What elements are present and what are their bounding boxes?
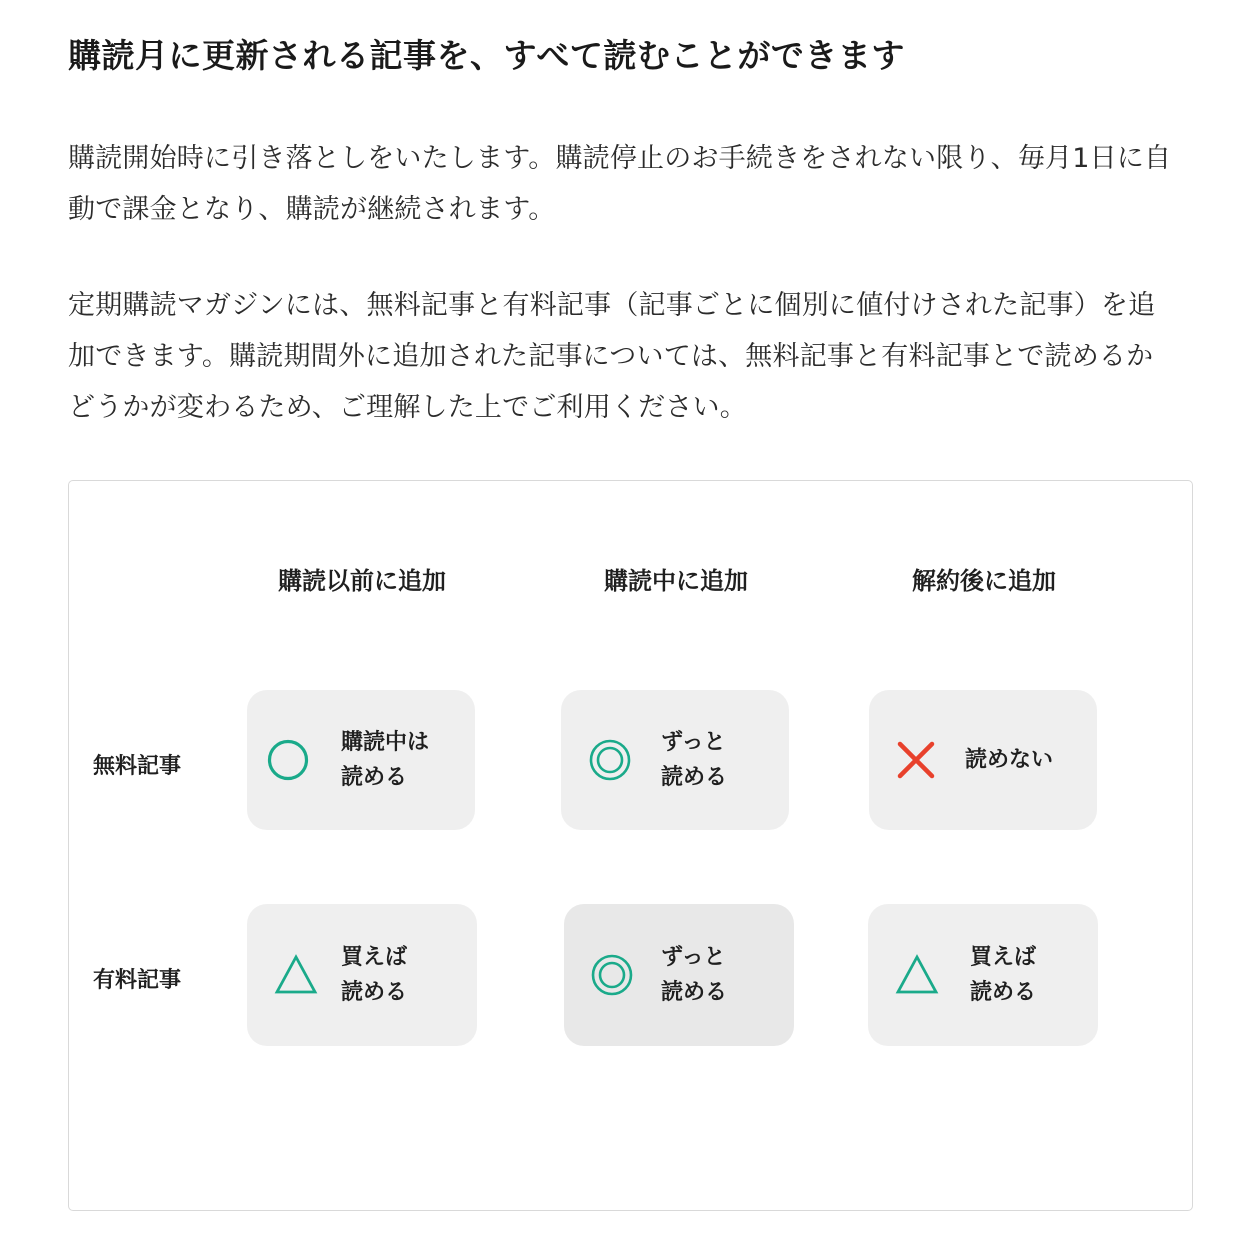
cross-icon	[893, 737, 939, 783]
row-header-paid: 有料記事	[93, 968, 182, 993]
paragraph-line: どうかが変わるため、ご理解した上でご利用ください。	[68, 392, 747, 423]
cell-paid-before	[247, 904, 477, 1046]
circle-icon	[265, 737, 311, 783]
article-types-paragraph	[68, 280, 1198, 433]
column-header-during: 購読中に追加	[604, 567, 748, 595]
cell-label: 購読中は 読める	[341, 730, 430, 790]
readability-table	[68, 480, 1193, 1211]
cell-free-before	[247, 690, 475, 830]
triangle-icon	[273, 952, 319, 998]
cell-paid-after	[868, 904, 1098, 1046]
cell-label: 読めない	[965, 747, 1054, 773]
double-circle-icon	[589, 952, 635, 998]
column-header-before: 購読以前に追加	[278, 567, 446, 595]
paragraph-line: 定期購読マガジンには、無料記事と有料記事（記事ごとに個別に値付けされた記事）を追	[68, 290, 1156, 321]
cell-label: ずっと 読める	[661, 730, 728, 790]
paragraph-line: 動で課金となり、購読が継続されます。	[68, 194, 556, 225]
row-header-free: 無料記事	[93, 754, 182, 779]
billing-paragraph	[68, 133, 1198, 235]
cell-paid-during	[564, 904, 794, 1046]
double-circle-icon	[587, 737, 633, 783]
cell-label: 買えば 読める	[341, 945, 408, 1005]
page-heading: 購読月に更新される記事を、すべて読むことができます	[68, 36, 905, 75]
cell-label: 買えば 読める	[970, 945, 1037, 1005]
cell-label: ずっと 読める	[661, 945, 728, 1005]
cell-free-after	[869, 690, 1097, 830]
paragraph-line: 加できます。購読期間外に追加された記事については、無料記事と有料記事とで読めるか	[68, 341, 1154, 372]
cell-free-during	[561, 690, 789, 830]
paragraph-line: 購読開始時に引き落としをいたします。購読停止のお手続きをされない限り、毎月1日に自	[68, 143, 1172, 174]
triangle-icon	[894, 952, 940, 998]
column-header-after: 解約後に追加	[912, 567, 1056, 595]
